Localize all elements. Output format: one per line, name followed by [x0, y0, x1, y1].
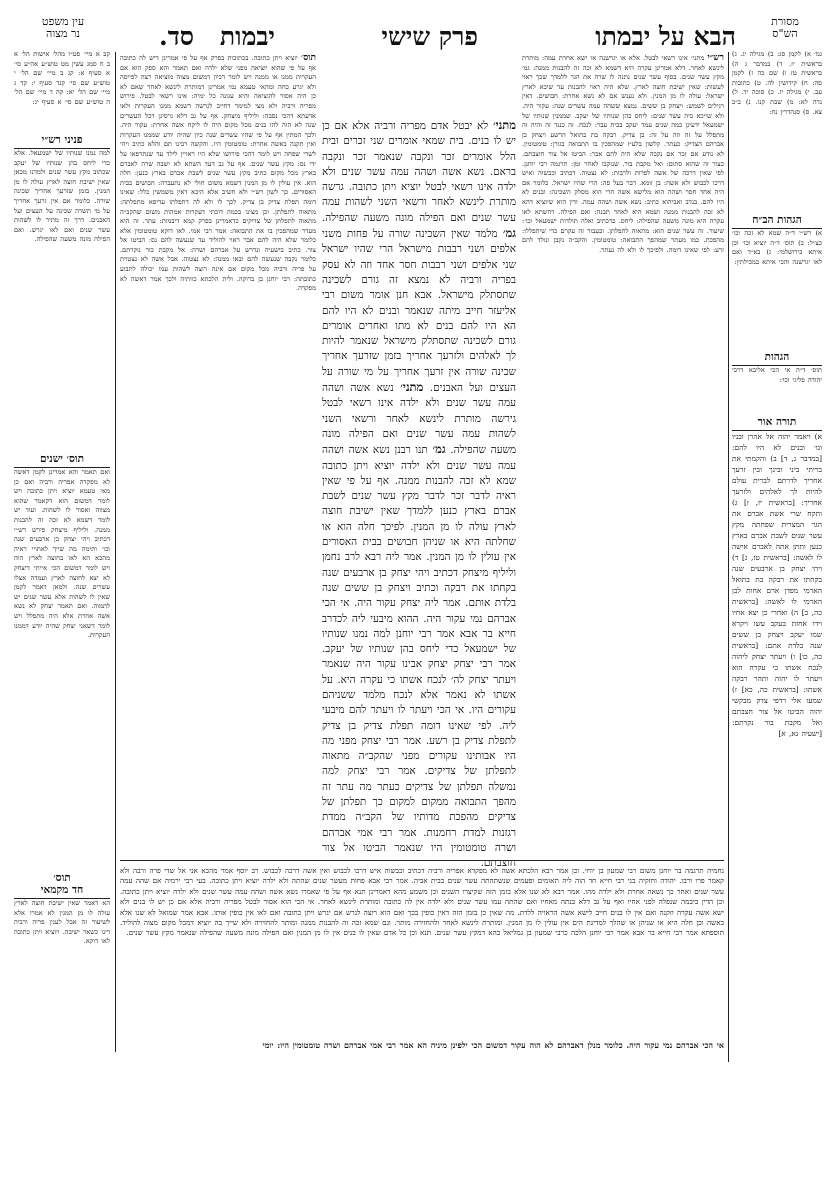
- right-margin-label: מסורת הש"ס: [771, 15, 799, 40]
- hagahot-habach-title: הגהות הב״ח: [732, 214, 822, 229]
- main-text-block-3: נשא אשה ושהה עמה עשר שנים ולא ילדה אינו רשאי לבטל גירשה מותרת לינשא לאחר ורשאי השני לשהות עמה עשר שנים ואם הפילה מונה משעה שהפילה.: [322, 382, 516, 457]
- bottom-separator: [120, 860, 724, 861]
- tosafot-text: יוציא ויתן כתובה. בכתובות בפרק אף על פי אמרינן דיש לה כתובה אף על פי שהוא יוציאה מפני שלא ילדה ואם תאמר והא ספק הוא אם העקרות ממנו או ממנה ויש לומר דכיון דמשום מצוה מוציאה רצה לפייסה ולא יגרע כחה ומהאי טעמא נמי אמרינן דמותרת לינשא לאחר שאם לא כן היה אסור להוציאה והיא עגונה כל ימיה: אינו רשאי לבטל. פירוש מפריה ורביה ולא מצי למימר דחייב לגרשה דשמא ממנו העקרות ולאו אדעתא דהכי נסבה: וליליף מיצחק. אף על גב דלא גרסינן דכל העשרים שנה לא הוה להו בנים מכל מקום היה לו ליקח אשה אחרת: עקור היה. ולכך המתין אף על פי שהיו עשרים שנה כיון שהיה יודע שממנו העקרות ואין תקנה באשה אחרת: טומטומין היו. והקשה רבינו תם והלא כתיב ויהי לשרי שפחה ויש לומר דהכי פירושו שלא היו ראויין לילד עד שנתרפאו על ידי נס: מקץ עשר שנים. אף על גב דעד השתא לא ישבה שרה לאברם בארץ מכל מקום כתיב מקץ עשר שנים לשבת אברם בארץ כנען: חלה הוא. אין עולין לו מן המנין דשמא משום חולי לא נתעברה: חבושים בבית האסורים. כך לשון רש״י ולא חשיב אלא היכא דאין משמשין כלל: שאינו דומה תפלת צדיק בן צדיק. לכך לו ולא לה דתפלתו עדיפא מתפלתה: מתאוה לתפלתן. וכן מצינו בכמה דוכתי דעקרות אמהות משום שהקב״ה מתאוה לתפלתן של צדיקים כדאמרינן בפרק קמא דיבמות: עתר. זה הוא מעדר שמהפכין בו את התבואה: אמר רבי אמי. לאו דוקא טומטומין אלא כלומר שלא היה להם אבר ראוי להוליד עד שנעשה להם נס: הביטו אל צור. כתיב בישעיה ונדרש על אברהם ושרה: אל מקבת בור נוקרתם. כלומר נקבה שנעשה להם ובאו ממנה: לא נצטוה. אבל אשה לא נצטוית על פריה ורביה מכל מקום אם אינה רוצה לשהות עמו יכולה לתבוע כתובתה: רבי יוחנן בן ברוקה. ולית הלכתא כוותיה ולכך אמר דאשה לא מפקדה.: [120, 54, 316, 293]
- header-title-group: [150, 22, 740, 52]
- bottom-commentary: [120, 866, 724, 1038]
- hamekane-text: הא דאמר שאין ישיבת חוצה לארץ עולה לו מן המנין לא אמרו אלא לשיעור זה אבל לענין פריה ורביה דינו כשאר ישיבה. ויוציא ויתן כתובה לאו דוקא.: [14, 899, 110, 946]
- gemara-marker-1: גמ׳: [502, 226, 516, 241]
- rashi-column: [522, 54, 724, 856]
- chad-mikamai-title: חד מקמאי: [40, 884, 84, 896]
- tosafot-yeshanim-title: תוס׳ ישנים: [14, 453, 110, 468]
- tosafot-column: [120, 54, 316, 856]
- header-chapter-number: פרק שישי: [381, 22, 478, 51]
- mishnah-marker-1: מתני׳: [492, 118, 516, 132]
- tosafot-box-title: תוס׳: [53, 872, 71, 884]
- mishnah-marker-2: מתני׳: [400, 380, 424, 395]
- divider-right: [728, 52, 729, 1062]
- ein-mishpat-text: קב א מיי׳ פט״ו מהל׳ אישות הל׳ א ב ח סמג עשין מט טוש״ע אה״ע סי׳ א סעיף א: קג ב מיי׳ שם הל׳ י טוש״ע שם סי׳ קנד סעיף י: קד ג מיי׳ שם הל׳ יא: קה ד מיי׳ שם הל׳ ה טוש״ע שם סי׳ א סעיף יג:: [14, 50, 110, 106]
- gemara-marker-2: גמ׳: [432, 442, 446, 457]
- torah-or-text: א) ויאמר יהוה אל אהרן ובניו וגו׳ ובנים לא היו להם: [במדבר ג, ד] ב) והקמתי את בריתי ביני ובינך ובין זרעך אחריך לדרתם לברית עולם להיות לך לאלהים ולזרעך אחריך: [בראשית יז, ז] ג) ותקח שרי אשת אברם את הגר המצרית שפחתה מקץ עשר שנים לשבת אברם בארץ כנען ותתן אתה לאברם אישה לו לאשה: [בראשית טז, ג] ד) ויהי יצחק בן ארבעים שנה בקחתו את רבקה בת בתואל הארמי מפדן ארם אחות לבן הארמי לו לאשה: [בראשית כה, כ] ה) ואחרי כן יצא אחיו וידו אחזת בעקב עשו ויקרא שמו יעקב ויצחק בן ששים שנה בלדת אתם: [בראשית כה, כו] ו) ויעתר יצחק ליהוה לנכח אשתו כי עקרה הוא ויעתר לו יהוה ותהר רבקה אשתו: [בראשית כה, כא] ז) שמעו אלי רדפי צדק מבקשי יהוה הביטו אל צור חצבתם ואל מקבת בור נקרתם: [ישעיה נא, א]: [732, 432, 822, 738]
- header-folio: סד.: [159, 22, 194, 51]
- rashi-text: מתני׳ אינו רשאי לבטל. אלא או יגרשנה או ישא אחרת עמה: מותרת לינשא לאחר. דלא אמרינן עקרה היא דשמא לא זכה זה להבנות ממנה: גמ׳ מקץ עשר שנים. בסוף עשר שנים נתנה לו שרה את הגר ללמדך שכך ראוי לעשות: שאין ישיבת חוצה לארץ. שלא היה ראוי להבנות עד שיבא לארץ ישראל: עולה לו מן המנין. ולא נענש אם לא נשא אחרת: חבושים. דאין רגילים לשמש: ויצחק בן ששים. נמצא ששהה עמה עשרים שנה: עקור היה. ולא שייכא ביה עשר שנים: ליחס בהן שנותיו של יעקב. שממנין שנותיו של ישמעאל ידעינן כמה שנים עמד יעקב בבית עבר: לנכח. זה כנגד זה והיה זה מתפלל על זה וזה על זה: בן צדיק. רבקה בת בתואל הרשע ויצחק בן אברהם הצדיק: כעתר. קלשון בלע״ז שמהפכין בו התבואה בגורן: טומטומין. לא נודע אם זכר אם נקבה שלא היה להם אבר: הביטו אל צור חוצבתם. כצור זה שהוא סתום: ואל מקבת בור. שנוקבו לאחר זמן: תרגמה רבי יוחנן. לפי שאין דרכה של אשה לפרות ולרבות: לא נצטוה. דכתיב וכבשוה ואיש דרכו לכבוש ולא אשה: בן זומא. דבר בעל פה: הרי שהיו ישראל. כלומר אם היה אחד חסר ושהה הוא מלישא אשה הרי הוא מסלק השכינה: ובנים לא היו להם. בנדב ואביהוא כתיב: נשא אשה ושהה עמה. ודין הוא שיוציא דהא לא זכה להבנות ממנה ושמא היא לאחר תבנה: ואם הפילה. דהשתא לאו עקרה היא מונה משעה שהפילה: ליחס. כדכתיב ואלה תולדות ישמעאל וכו׳: שיעור. זה עשר שנים הוא: מתאוה לתפלתן. ובעבור זה עקרם כדי שיתפללו: מהפכת. כמו מעתר שמהפך התבואה: טומטומין. והקב״ה נקבן ונולד להם זרע: לפי שאינו דומה. ולפיכך לו ולא לה נעתר.: [522, 54, 724, 254]
- header-tractate: יבמות: [219, 22, 275, 51]
- bottom-last-line-text: אי הכי אברהם נמי עקור היה. כלומר מנלן דאברהם לא הוה עקור דמשום הכי ילפינן מיניה הא אמר רבי אמי אברהם ושרה טומטומין היו: יומי: [262, 1040, 724, 1050]
- bottom-last-line: [120, 1040, 724, 1062]
- main-text-block-2: מלמד שאין השכינה שורה על פחות משני אלפים ושני רבבות מישראל הרי שהיו ישראל שני אלפים ושני רבבות חסר אחד וזה לא עסק בפריה ורביה לא נמצא זה גורם לשכינה שתסתלק מישראל. אבא חנן אומר משום רבי אליעזר חייב מיתה שנאמר ובנים לא היו להם הא היו להם בנים לא מתו ואחרים אומרים גורם לשכינה שתסתלק מישראל שנאמר להיות לך לאלהים ולזרעך אחריך בזמן שזרעך אחריך שכינה שורה אין זרעך אחריך על מי שורה על העצים ועל האבנים.: [322, 228, 516, 395]
- hagahot-habach-text: א) רש״י ד״ה שמא לא זכה וכו׳ כצ״ל: ב) תוס׳ ד״ה יוציא וכו׳ וכן איתא בירושלמי: ג) בא״ד ואם לאו יגרשנה והכי איתא במכילתין:: [732, 229, 822, 266]
- hagahot-text: תוס׳ ד״ה אי הכי אליבא דרבי יהודה פליגי וכו׳:: [732, 366, 822, 384]
- divider-left: [115, 52, 116, 1052]
- left-margin-label: עין משפט נר מצוה: [41, 15, 85, 40]
- tosafot-label: תוס׳: [300, 53, 316, 63]
- left-margin-column: [14, 50, 110, 1050]
- hagahot-title: הגהות: [732, 351, 822, 366]
- hamekane-title: [14, 872, 110, 899]
- mesoret-hashas: גמ׳ א) לקמן סג: ב) מגילה יג. ג) בראשית יז. ד) במדבר ג ה) בראשית טז ו) שם כה ז) לקמן סה: ח) קידושין לה. ט) כתובות עב. י) מגילה יז. כ) סוכה יד. ל) נדה לא: מ) שבת קנו. נ) ב״ב צא. ס) סנהדרין נח:: [732, 50, 822, 116]
- main-text-block-1: לא יבטל אדם מפריה ורביה אלא אם כן יש לו בנים. בית שמאי אומרים שני זכרים ובית הלל אומרים זכר ונקבה שנאמר זכר ונקבה בראם. נשא אשה ושהה עמה עשר שנים ולא ילדה אינו רשאי לבטל יוציא ויתן כתובה. גרשה מותרת לינשא לאחר ורשאי השני לשהות עמה עשר שנים ואם הפילה מונה משעה שהפילה.: [322, 120, 516, 224]
- penei-rashi-title: פניני רש״י: [14, 134, 110, 149]
- bottom-commentary-text: נחמיה תרגמה בר יוחנן משום רבי שמעון בן יוחי. וכן אמר רבא הלכתא אשה לא מפקדא אפריה ורביה דכתיב וכבשוה איש דרכו לכבוש ואין אשה דרכה לכבוש. רב יוסף אמר מהכא אני אל שדי פרה ורבה ולא קאמר פרו ורבו. יהודה וחזקיה בני רבי חייא חד הוה ליה תאומים ופעמים שנשתהתה עשר שנים בבית אביה. אמר רבי אבא פחות מעשר שנים שהתה ולא ילדה יוציא ויתן כתובה. בעי רבי ירמיה אם שהה עמה עשר שנים ואחר כך נשאה אחרת ולא ילדה מהו. אמר רבא לא שנו אלא בזמן הזה שקיצרו השנים וכן משמע מהא דאמרינן תנא אף על פי שאמרו נשא אשה ושהה עמה עשר שנים ולא ילדה יוציא ויתן כתובה. וכן הדין ביבמה שנפלה לפני אחיו ואף על גב דלא בנתה מאחיו ואם שהתה עמו עשר שנים ולא ילדה אין לה כתובה ומותרת לינשא לאחר. אי הכי הוא אסור לבטל מפריה ורביה אלא אם כן יש לו בנים ולא ישא אשה עקרה וזקנה ואם אין לו בנים חייב לישא אשה הראויה ללדת. מה שאין כן בזמן הזה דאין כופין בכך ואם הוא רוצה לגרש אם יגרש ויתן כתובה ואם לאו אין כופין אותו. אבא אמר שמואל לא שנו אלא באשה וכן חלה היא או שניהן או שהלך למדינת הים אין עולין לו מן המנין. ומותרת לינשא לאחר ולהחזירה מותר. וגם שמא זכה זה להבנות ממנה ומותר להחזירה ולא שייך בה יוציא דמכל מקום מצוה להוליד. תוספתא אמר רבי חייא בר אבא אמר רבי יוחנן הלכה כרבי שמעון בן גמליאל בהא דמקץ עשר שנים. תנא וכן כל אדם שאין לו בנים אין לו מן המנין ואם הפילה מונה משעה שהפילה שנאמר מקץ עשר שנים.: [120, 866, 724, 938]
- tosafot-yeshanim-text: ואם תאמר והא אמרינן לקמן דאשה לא מפקדה אפריה ורביה ואם כן מאי טעמא יוציא ויתן כתובה ויש לומר דמשום הוא דקאמר שהוא מצווה ואסור לו לשהות. ועוד יש לומר דשמא לא זכה זה להבנות ממנה. וליליף מיצחק פירש רש״י דכתיב ויהי יצחק בן ארבעים שנה וכו׳ ותימה מה שייך לאתויי ראיה מהכא הא לאו בחוצה לארץ הוה ויש לומר דמשום הכי אייתי דיצחק לא יצא לחוצה לארץ ועמדה אצלו עשרים שנה. ולמאן דאמר לקמן שאין לו לשהות אלא עשר שנים יש לתמוה. ואם תאמר יצחק לא נשא אשה אחרת אלא היה מתפלל ויש לומר דשאני יצחק שהיה יודע דממנו העקרות.: [14, 468, 110, 640]
- main-text-block-4: תנו רבנן נשא אשה ושהה עמה עשר שנים ולא ילדה יוציא ויתן כתובה שמא לא זכה להבנות ממנה. אף על פי שאין ראיה לדבר זכר לדבר מקץ עשר שנים לשבת אברם בארץ כנען ללמדך שאין ישיבת חוצה לארץ עולה לו מן המנין. לפיכך חלה הוא או שחלתה היא או שניהן חבושים בבית האסורים אין עולין לו מן המנין. אמר ליה רבא לרב נחמן וליליף מיצחק דכתיב ויהי יצחק בן ארבעים שנה בקחתו את רבקה וכתיב ויצחק בן ששים שנה בלדת אותם. אמר ליה יצחק עקור היה. אי הכי אברהם נמי עקור היה. ההוא מיבעי ליה לכדרב חייא בר אבא אמר רבי יוחנן למה נמנו שנותיו של ישמעאל כדי ליחס בהן שנותיו של יעקב. אמר רבי יצחק יצחק אבינו עקור היה שנאמר ויעתר יצחק לה׳ לנכח אשתו כי עקרה היא. על אשתו לא נאמר אלא לנכח מלמד ששניהם עקורים היו. אי הכי ויעתר לו ויעתר להם מיבעי ליה. לפי שאינו דומה תפלת צדיק בן צדיק לתפלת צדיק בן רשע. אמר רבי יצחק מפני מה היו אבותינו עקורים מפני שהקב״ה מתאוה לתפלתן של צדיקים. אמר רבי יצחק למה נמשלה תפלתן של צדיקים כעתר מה עתר זה מהפך התבואה ממקום למקום כך תפלתן של צדיקים מהפכת מדותיו של הקב״ה ממדת רגזנות למדת רחמנות. אמר רבי אמי אברהם ושרה טומטומין היו שנאמר הביטו אל צור חוצבתם.: [322, 444, 516, 870]
- gemara-main-text: [322, 118, 516, 870]
- penei-rashi-text: למה נמנו שנותיו של ישמעאל. אלא כדי ליחס בהן שנותיו של יעקב שכתוב מקץ עשר שנים ולמדנו מכאן שאין ישיבת חוצה לארץ עולה לו מן המנין. בזמן שזרעך אחריך שכינה שורה. כלומר אם אין זרעך אחריך על מי תשרה שכינה על העצים ועל האבנים. דרך זה מתיר לו לשהות עשר שנים ואם לאו יגרש. ואם הפילה מונה משעה שהפילה.: [14, 149, 110, 244]
- rashi-label: רש״י: [707, 53, 724, 63]
- torah-or-title: תורה אור: [732, 416, 822, 431]
- right-margin-column: [732, 50, 822, 1060]
- header-chapter-title: הבא על יבמתו: [595, 22, 736, 51]
